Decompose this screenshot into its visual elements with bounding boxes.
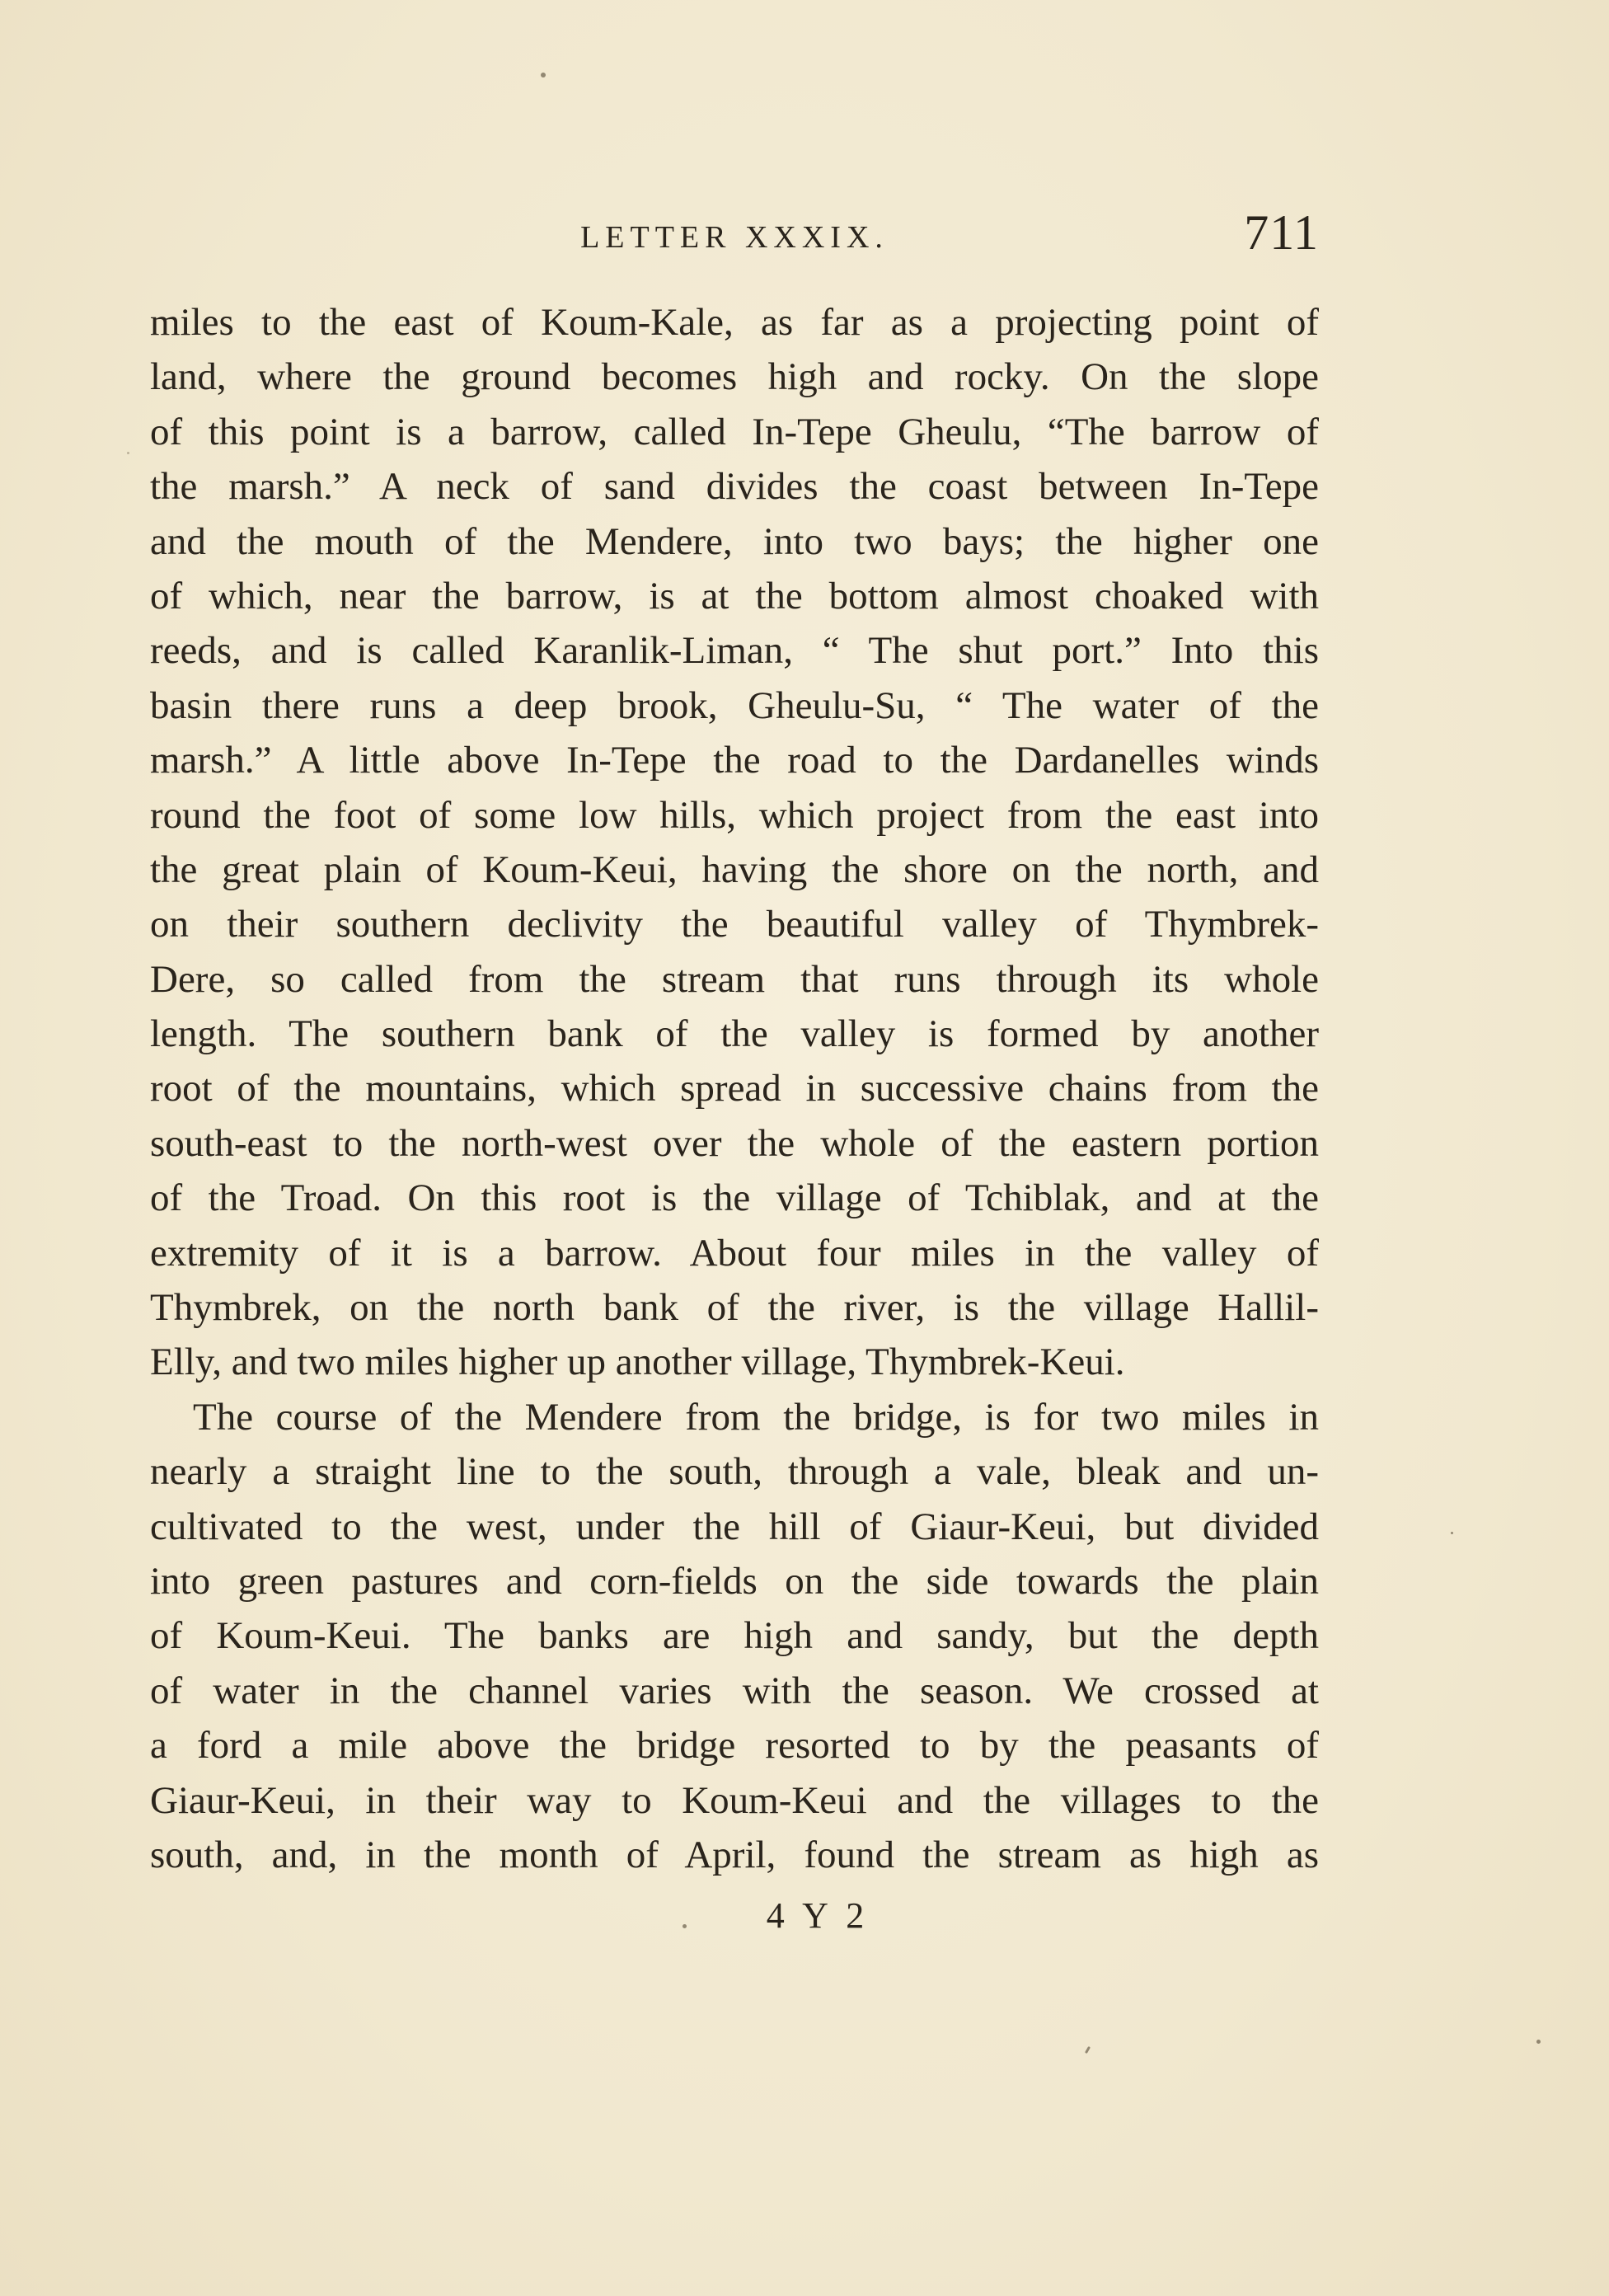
text-line: Elly, and two miles higher up another village, Thymbrek-Keui. <box>150 1341 1125 1384</box>
text-line: of this point is a barrow, called In-Tepe Gheulu, “The barrow of <box>150 410 1319 453</box>
page-number: 711 <box>1244 205 1319 260</box>
text-line: a ford a mile above the bridge resorted to by the peasants of <box>150 1724 1319 1768</box>
text-line: south-east to the north-west over the whole of the eastern portion <box>150 1121 1319 1165</box>
paper-speck <box>541 73 546 77</box>
paper-speck <box>1085 2046 1091 2054</box>
page-header <box>150 204 1319 270</box>
text-line: into green pastures and corn-fields on the side towards the plain <box>150 1559 1319 1603</box>
text-line: Dere, so called from the stream that runs through its whole <box>150 957 1319 1001</box>
text-line: south, and, in the month of April, found the stream as high as <box>150 1833 1319 1876</box>
text-line: round the foot of some low hills, which project from the east into <box>150 793 1319 837</box>
paper-speck <box>1451 1532 1453 1534</box>
text-line: miles to the east of Koum-Kale, as far as a projecting point of <box>150 301 1319 344</box>
text-line: of the Troad. On this root is the village of Tchiblak, and at the <box>150 1176 1319 1220</box>
text-line: of Koum-Keui. The banks are high and sandy, but the depth <box>150 1614 1319 1658</box>
text-line: root of the mountains, which spread in successive chains from the <box>150 1067 1319 1110</box>
text-line: reeds, and is called Karanlik-Liman, “ The shut port.” Into this <box>150 629 1319 673</box>
text-line: Giaur-Keui, in their way to Koum-Keui and the villages to the <box>150 1778 1319 1822</box>
text-line: length. The southern bank of the valley is formed by another <box>150 1012 1319 1056</box>
text-line: extremity of it is a barrow. About four miles in the valley of <box>150 1231 1319 1275</box>
text-line: basin there runs a deep brook, Gheulu-Su, “ The water of the <box>150 683 1319 727</box>
text-line: the great plain of Koum-Keui, having the shore on the north, and <box>150 848 1319 891</box>
text-line: nearly a straight line to the south, through a vale, bleak and un- <box>150 1450 1319 1494</box>
text-line: on their southern declivity the beautiful valley of Thymbrek- <box>150 903 1319 946</box>
running-head: LETTER XXXIX. <box>580 220 889 255</box>
text-line: and the mouth of the Mendere, into two bays; the higher one <box>150 519 1319 563</box>
text-line: Thymbrek, on the north bank of the river, is the village Hallil- <box>150 1286 1319 1330</box>
text-line: marsh.” A little above In-Tepe the road to the Dardanelles winds <box>150 739 1319 782</box>
signature-mark: 4 Y 2 <box>766 1895 870 1936</box>
body-text <box>150 295 1319 1882</box>
text-line: cultivated to the west, under the hill of Giaur-Keui, but divided <box>150 1505 1319 1548</box>
text-line: The course of the Mendere from the bridge, is for two miles in <box>193 1395 1319 1439</box>
text-line: of which, near the barrow, is at the bottom almost choaked with <box>150 574 1319 617</box>
text-line: the marsh.” A neck of sand divides the coast between In-Tepe <box>150 465 1319 509</box>
paper-speck <box>683 1924 687 1928</box>
text-line: land, where the ground becomes high and rocky. On the slope <box>150 355 1319 399</box>
paper-speck <box>1536 2040 1541 2044</box>
paper-speck <box>127 452 129 454</box>
text-line: of water in the channel varies with the season. We crossed at <box>150 1669 1319 1712</box>
